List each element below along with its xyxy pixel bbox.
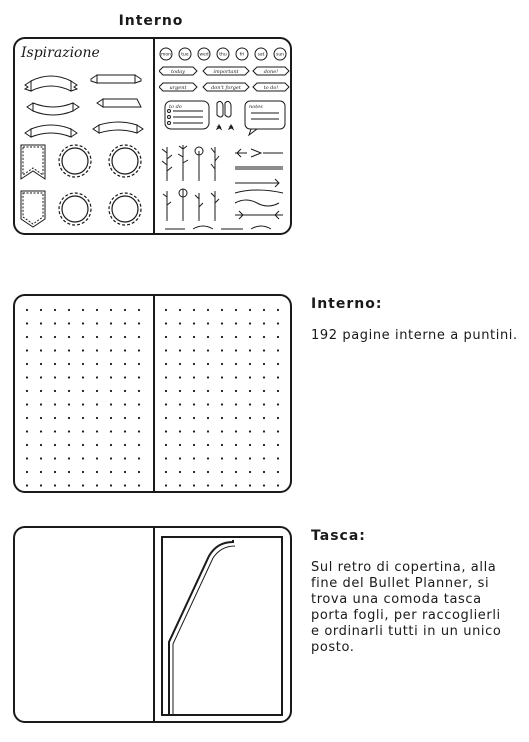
grid-dot xyxy=(221,390,223,392)
grid-dot xyxy=(68,309,70,311)
grid-dot xyxy=(82,376,84,378)
grid-dot xyxy=(82,336,84,338)
grid-dot xyxy=(68,444,70,446)
grid-dot xyxy=(193,484,195,486)
grid-dot xyxy=(221,322,223,324)
grid-dot xyxy=(193,403,195,405)
grid-dot xyxy=(249,471,251,473)
grid-dot xyxy=(54,471,56,473)
grid-dot xyxy=(124,471,126,473)
grid-dot xyxy=(179,336,181,338)
grid-dot xyxy=(40,471,42,473)
grid-dot xyxy=(54,457,56,459)
grid-dot xyxy=(110,403,112,405)
grid-dot xyxy=(26,403,28,405)
grid-dot xyxy=(221,403,223,405)
grid-dot xyxy=(82,390,84,392)
grid-dot xyxy=(26,309,28,311)
grid-dot xyxy=(68,417,70,419)
tag-important: important xyxy=(213,69,239,75)
grid-dot xyxy=(124,349,126,351)
grid-dot xyxy=(96,363,98,365)
script-title: Ispirazione xyxy=(21,45,100,61)
grid-dot xyxy=(82,457,84,459)
grid-dot xyxy=(277,457,279,459)
grid-dot xyxy=(277,484,279,486)
grid-dot xyxy=(96,484,98,486)
grid-dot xyxy=(124,417,126,419)
grid-dot xyxy=(207,363,209,365)
grid-dot xyxy=(26,484,28,486)
grid-dot xyxy=(96,309,98,311)
grid-dot xyxy=(124,336,126,338)
grid-dot xyxy=(68,390,70,392)
grid-dot xyxy=(40,457,42,459)
grid-dot xyxy=(82,363,84,365)
grid-dot xyxy=(138,363,140,365)
grid-dot xyxy=(82,322,84,324)
grid-dot xyxy=(40,403,42,405)
day-sun: sun xyxy=(275,52,285,58)
grid-dot xyxy=(96,471,98,473)
grid-dot xyxy=(179,471,181,473)
grid-dot xyxy=(277,363,279,365)
grid-dot xyxy=(110,471,112,473)
pocket-line: posto. xyxy=(311,640,355,655)
grid-dot xyxy=(277,309,279,311)
tag-today: today xyxy=(170,69,186,75)
grid-dot xyxy=(26,457,28,459)
grid-dot xyxy=(40,417,42,419)
grid-dot xyxy=(221,484,223,486)
flag-bookmarks-illustration xyxy=(19,143,49,229)
ribbon-banners-illustration xyxy=(23,67,151,145)
dot-grid-left-page xyxy=(15,296,153,491)
grid-dot xyxy=(263,390,265,392)
grid-dot xyxy=(249,336,251,338)
grid-dot xyxy=(110,390,112,392)
grid-dot xyxy=(235,417,237,419)
section-title: Interno xyxy=(118,13,184,29)
grid-dot xyxy=(179,484,181,486)
pocket-line: porta fogli, per raccoglierli xyxy=(311,608,501,623)
grid-dot xyxy=(207,309,209,311)
label-notes: notes xyxy=(249,104,263,110)
grid-dot xyxy=(207,484,209,486)
grid-dot xyxy=(96,457,98,459)
grid-dot xyxy=(277,376,279,378)
grid-dot xyxy=(96,349,98,351)
grid-dot xyxy=(207,471,209,473)
grid-dot xyxy=(263,484,265,486)
grid-dot xyxy=(110,417,112,419)
grid-dot xyxy=(235,322,237,324)
grid-dot xyxy=(165,322,167,324)
grid-dot xyxy=(26,444,28,446)
grid-dot xyxy=(165,444,167,446)
grid-dot xyxy=(235,336,237,338)
grid-dot xyxy=(54,444,56,446)
grid-dot xyxy=(54,309,56,311)
grid-dot xyxy=(68,336,70,338)
grid-dot xyxy=(277,390,279,392)
grid-dot xyxy=(138,336,140,338)
grid-dot xyxy=(165,417,167,419)
grid-dot xyxy=(40,390,42,392)
grid-dot xyxy=(277,430,279,432)
grid-dot xyxy=(207,403,209,405)
grid-dot xyxy=(68,430,70,432)
grid-dot xyxy=(82,444,84,446)
grid-dot xyxy=(207,322,209,324)
grid-dot xyxy=(235,349,237,351)
grid-dot xyxy=(110,363,112,365)
grid-dot xyxy=(249,444,251,446)
grid-dot xyxy=(249,363,251,365)
grid-dot xyxy=(235,457,237,459)
grid-dot xyxy=(40,363,42,365)
pocket-line: Sul retro di copertina, alla xyxy=(311,560,497,575)
grid-dot xyxy=(249,322,251,324)
grid-dot xyxy=(26,471,28,473)
grid-dot xyxy=(96,390,98,392)
day-thu: thu xyxy=(219,52,227,58)
grid-dot xyxy=(54,363,56,365)
floral-wreaths-illustration xyxy=(53,139,149,233)
dot-grid-right-page xyxy=(155,296,290,491)
grid-dot xyxy=(235,484,237,486)
grid-dot xyxy=(138,403,140,405)
grid-dot xyxy=(263,457,265,459)
grid-dot xyxy=(68,484,70,486)
grid-dot xyxy=(235,390,237,392)
grid-dot xyxy=(165,484,167,486)
grid-dot xyxy=(54,430,56,432)
grid-dot xyxy=(96,403,98,405)
grid-dot xyxy=(277,403,279,405)
botanical-doodles-illustration xyxy=(159,141,291,233)
todo-notes-cards xyxy=(159,99,291,137)
grid-dot xyxy=(179,457,181,459)
label-todo: to do xyxy=(169,104,182,110)
grid-dot xyxy=(221,457,223,459)
grid-dot xyxy=(193,322,195,324)
grid-dot xyxy=(179,363,181,365)
grid-dot xyxy=(54,390,56,392)
grid-dot xyxy=(110,444,112,446)
grid-dot xyxy=(82,471,84,473)
grid-dot xyxy=(193,363,195,365)
grid-dot xyxy=(110,457,112,459)
grid-dot xyxy=(221,336,223,338)
grid-dot xyxy=(54,403,56,405)
grid-dot xyxy=(68,363,70,365)
grid-dot xyxy=(179,430,181,432)
grid-dot xyxy=(165,309,167,311)
grid-dot xyxy=(193,417,195,419)
grid-dot xyxy=(124,376,126,378)
grid-dot xyxy=(82,417,84,419)
grid-dot xyxy=(138,430,140,432)
grid-dot xyxy=(124,484,126,486)
weekday-circles xyxy=(159,47,291,61)
grid-dot xyxy=(221,471,223,473)
grid-dot xyxy=(235,403,237,405)
grid-dot xyxy=(235,444,237,446)
grid-dot xyxy=(110,309,112,311)
grid-dot xyxy=(138,349,140,351)
grid-dot xyxy=(124,390,126,392)
grid-dot xyxy=(165,471,167,473)
grid-dot xyxy=(193,430,195,432)
grid-dot xyxy=(263,376,265,378)
grid-dot xyxy=(68,322,70,324)
grid-dot xyxy=(235,363,237,365)
tag-todo: to do! xyxy=(263,85,279,91)
grid-dot xyxy=(263,349,265,351)
grid-dot xyxy=(263,322,265,324)
grid-dot xyxy=(96,430,98,432)
notebook-spine xyxy=(153,528,155,721)
grid-dot xyxy=(124,430,126,432)
grid-dot xyxy=(26,336,28,338)
grid-dot xyxy=(138,471,140,473)
grid-dot xyxy=(40,349,42,351)
grid-dot xyxy=(110,336,112,338)
grid-dot xyxy=(82,309,84,311)
grid-dot xyxy=(54,349,56,351)
grid-dot xyxy=(82,430,84,432)
grid-dot xyxy=(96,417,98,419)
grid-dot xyxy=(235,376,237,378)
grid-dot xyxy=(221,363,223,365)
grid-dot xyxy=(263,403,265,405)
grid-dot xyxy=(263,430,265,432)
grid-dot xyxy=(207,457,209,459)
dotted-heading: Interno: xyxy=(311,296,383,312)
day-wed: wed xyxy=(199,52,209,58)
pocket-description xyxy=(311,560,525,656)
grid-dot xyxy=(110,376,112,378)
grid-dot xyxy=(249,430,251,432)
grid-dot xyxy=(26,417,28,419)
grid-dot xyxy=(235,309,237,311)
grid-dot xyxy=(249,484,251,486)
grid-dot xyxy=(207,376,209,378)
tag-labels xyxy=(159,65,291,97)
grid-dot xyxy=(207,390,209,392)
grid-dot xyxy=(193,471,195,473)
grid-dot xyxy=(26,363,28,365)
grid-dot xyxy=(26,376,28,378)
grid-dot xyxy=(179,309,181,311)
grid-dot xyxy=(138,390,140,392)
grid-dot xyxy=(165,336,167,338)
grid-dot xyxy=(165,349,167,351)
grid-dot xyxy=(165,403,167,405)
grid-dot xyxy=(263,417,265,419)
grid-dot xyxy=(40,484,42,486)
grid-dot xyxy=(277,471,279,473)
pocket-notebook xyxy=(13,526,292,723)
pocket-line: e ordinarli tutti in un unico xyxy=(311,624,502,639)
grid-dot xyxy=(277,349,279,351)
grid-dot xyxy=(54,376,56,378)
grid-dot xyxy=(124,457,126,459)
grid-dot xyxy=(68,376,70,378)
grid-dot xyxy=(193,376,195,378)
grid-dot xyxy=(207,430,209,432)
grid-dot xyxy=(138,457,140,459)
grid-dot xyxy=(179,390,181,392)
pocket-heading: Tasca: xyxy=(311,528,366,544)
grid-dot xyxy=(249,376,251,378)
grid-dot xyxy=(249,457,251,459)
grid-dot xyxy=(249,390,251,392)
grid-dot xyxy=(96,322,98,324)
day-fri: fri xyxy=(239,52,245,58)
grid-dot xyxy=(110,322,112,324)
grid-dot xyxy=(138,376,140,378)
grid-dot xyxy=(179,403,181,405)
day-sat: sat xyxy=(257,52,265,58)
grid-dot xyxy=(40,322,42,324)
notebook-spine xyxy=(153,39,155,233)
grid-dot xyxy=(193,390,195,392)
pocket-line: fine del Bullet Planner, si xyxy=(311,576,490,591)
grid-dot xyxy=(26,430,28,432)
grid-dot xyxy=(193,336,195,338)
grid-dot xyxy=(179,417,181,419)
grid-dot xyxy=(165,390,167,392)
grid-dot xyxy=(249,349,251,351)
grid-dot xyxy=(221,376,223,378)
grid-dot xyxy=(207,444,209,446)
grid-dot xyxy=(138,444,140,446)
grid-dot xyxy=(26,322,28,324)
grid-dot xyxy=(193,349,195,351)
grid-dot xyxy=(235,471,237,473)
pocket-line: trova una comoda tasca xyxy=(311,592,482,607)
grid-dot xyxy=(165,457,167,459)
grid-dot xyxy=(249,403,251,405)
grid-dot xyxy=(221,309,223,311)
day-tue: tue xyxy=(181,52,189,58)
grid-dot xyxy=(179,349,181,351)
grid-dot xyxy=(54,484,56,486)
grid-dot xyxy=(110,430,112,432)
grid-dot xyxy=(193,444,195,446)
grid-dot xyxy=(277,417,279,419)
grid-dot xyxy=(40,376,42,378)
dotted-notebook xyxy=(13,294,292,493)
grid-dot xyxy=(82,403,84,405)
grid-dot xyxy=(193,457,195,459)
grid-dot xyxy=(263,444,265,446)
grid-dot xyxy=(54,336,56,338)
grid-dot xyxy=(40,309,42,311)
dotted-description: 192 pagine interne a puntini. xyxy=(311,328,518,343)
grid-dot xyxy=(54,417,56,419)
grid-dot xyxy=(138,417,140,419)
grid-dot xyxy=(138,484,140,486)
grid-dot xyxy=(179,444,181,446)
grid-dot xyxy=(40,336,42,338)
grid-dot xyxy=(277,336,279,338)
grid-dot xyxy=(165,430,167,432)
grid-dot xyxy=(263,471,265,473)
grid-dot xyxy=(54,322,56,324)
grid-dot xyxy=(263,363,265,365)
back-pocket-illustration xyxy=(161,536,285,718)
grid-dot xyxy=(193,309,195,311)
tag-urgent: urgent xyxy=(169,85,187,91)
grid-dot xyxy=(82,484,84,486)
grid-dot xyxy=(96,444,98,446)
grid-dot xyxy=(207,349,209,351)
grid-dot xyxy=(68,457,70,459)
grid-dot xyxy=(221,417,223,419)
grid-dot xyxy=(179,376,181,378)
grid-dot xyxy=(68,471,70,473)
grid-dot xyxy=(263,336,265,338)
grid-dot xyxy=(68,349,70,351)
grid-dot xyxy=(40,430,42,432)
tag-done: done! xyxy=(263,69,279,75)
grid-dot xyxy=(277,444,279,446)
grid-dot xyxy=(124,322,126,324)
grid-dot xyxy=(165,376,167,378)
grid-dot xyxy=(179,322,181,324)
grid-dot xyxy=(221,444,223,446)
grid-dot xyxy=(124,363,126,365)
weekday-circles-svg xyxy=(159,47,291,61)
grid-dot xyxy=(249,417,251,419)
grid-dot xyxy=(235,430,237,432)
grid-dot xyxy=(263,309,265,311)
grid-dot xyxy=(207,417,209,419)
grid-dot xyxy=(124,403,126,405)
grid-dot xyxy=(165,363,167,365)
grid-dot xyxy=(110,349,112,351)
tag-dont-forget: don't forget xyxy=(211,85,241,91)
grid-dot xyxy=(138,309,140,311)
grid-dot xyxy=(124,444,126,446)
grid-dot xyxy=(40,444,42,446)
grid-dot xyxy=(221,430,223,432)
grid-dot xyxy=(96,336,98,338)
ispirazione-notebook xyxy=(13,37,292,235)
day-mon: mon xyxy=(161,52,171,58)
grid-dot xyxy=(110,484,112,486)
grid-dot xyxy=(138,322,140,324)
grid-dot xyxy=(68,403,70,405)
grid-dot xyxy=(26,390,28,392)
grid-dot xyxy=(96,376,98,378)
grid-dot xyxy=(277,322,279,324)
grid-dot xyxy=(82,349,84,351)
grid-dot xyxy=(249,309,251,311)
grid-dot xyxy=(124,309,126,311)
grid-dot xyxy=(221,349,223,351)
grid-dot xyxy=(26,349,28,351)
grid-dot xyxy=(207,336,209,338)
